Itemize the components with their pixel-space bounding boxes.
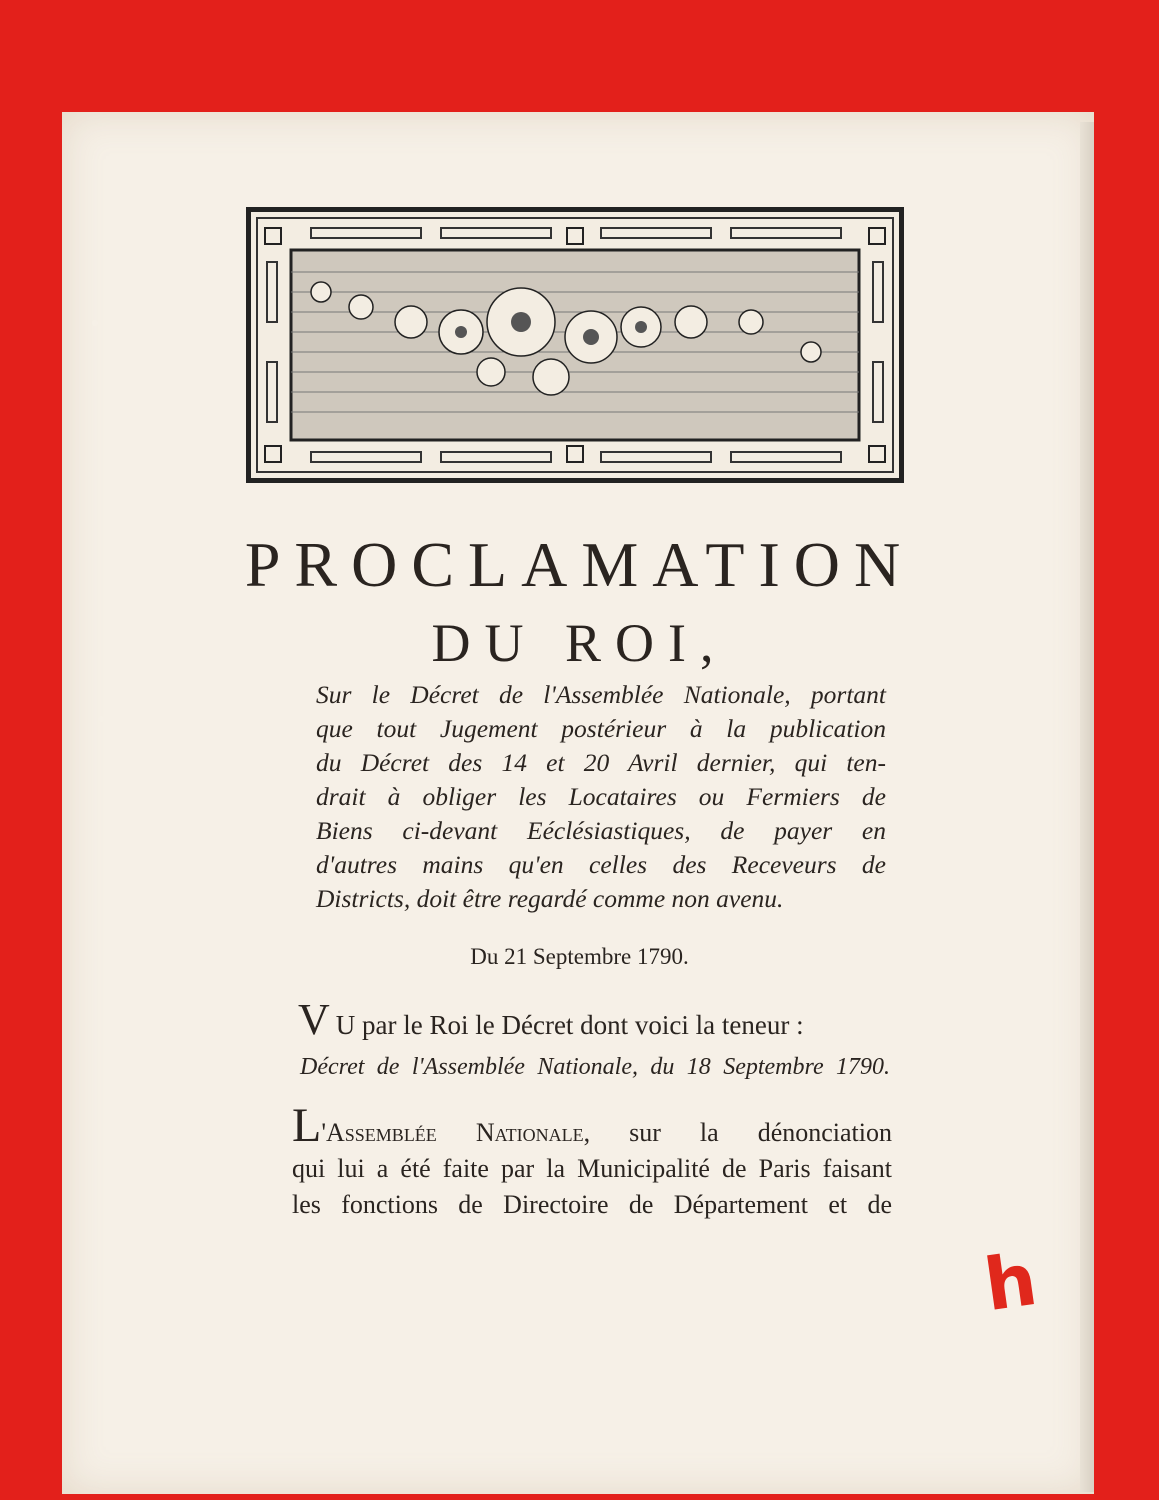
decree-title: Décret de l'Assemblée Nationale, du 18 Septembre 1790. <box>300 1054 890 1080</box>
vu-line <box>298 994 804 1045</box>
paper-edge <box>1080 122 1094 1492</box>
decree-body <box>292 1099 892 1223</box>
proclamation-subtitle: DU ROI, <box>431 613 728 673</box>
date-line: Du 21 Septembre 1790. <box>470 944 689 969</box>
floral-garland-illustration <box>251 212 899 478</box>
ornamental-header-engraving <box>246 207 904 483</box>
subject-paragraph <box>316 678 886 916</box>
vu-text: U par le Roi le Décret dont voici la teneur : <box>335 1010 804 1040</box>
subject-line: d'autres mains qu'en celles des Receveurs de <box>316 850 886 879</box>
subject-line: drait à obliger les Locataires ou Fermiers de <box>316 782 886 811</box>
body-line <box>292 1099 892 1152</box>
assembly-name: 'Assemblée Nationale <box>321 1118 584 1147</box>
proclamation-title: PROCLAMATION <box>244 529 915 600</box>
binding-hole <box>92 320 98 326</box>
binding-hole <box>98 716 104 722</box>
handwritten-red-mark: h <box>979 1236 1042 1328</box>
subject-line: Districts, doit être regardé comme non avenu. <box>316 884 784 913</box>
drop-initial: L <box>292 1099 322 1152</box>
subject-line: Biens ci-devant Eéclésiastiques, de payer en <box>316 816 886 845</box>
drop-initial: V <box>298 995 330 1044</box>
subject-line: Sur le Décret de l'Assemblée Nationale, portant <box>316 680 886 709</box>
body-line: les fonctions de Directoire de Département et de <box>292 1190 892 1219</box>
body-line: qui lui a été faite par la Municipalité de Paris faisant <box>292 1154 892 1183</box>
subject-line: du Décret des 14 et 20 Avril dernier, qui ten- <box>316 748 886 777</box>
subject-line: que tout Jugement postérieur à la publication <box>316 714 886 743</box>
binding-hole <box>112 1100 118 1106</box>
body-text: , sur la dénonciation <box>583 1118 892 1147</box>
